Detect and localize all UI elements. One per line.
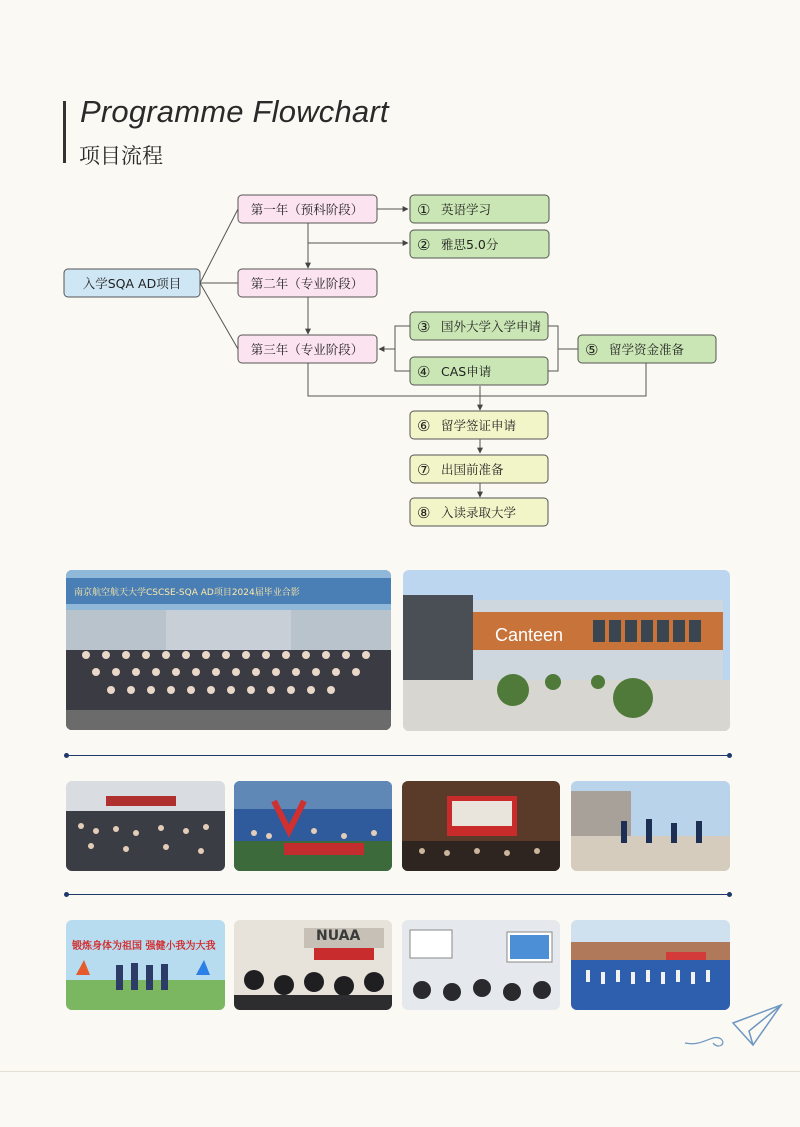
sports-day-photo (66, 920, 225, 1010)
basketball-photo (571, 781, 730, 871)
step-num-1: ① (417, 201, 431, 219)
nuaa-sign-text: NUAA (316, 928, 361, 944)
photo-divider-2 (66, 894, 730, 895)
step-label-3: 国外大学入学申请 (441, 319, 542, 334)
photo-divider-1 (66, 755, 730, 756)
auditorium-photo (66, 781, 225, 871)
stage-label-3: 第三年（专业阶段） (250, 342, 364, 357)
step-label-2: 雅思5.0分 (441, 237, 499, 252)
step-label-1: 英语学习 (441, 202, 492, 217)
step-label-8: 入读录取大学 (441, 505, 517, 520)
root-label: 入学SQA AD项目 (82, 276, 182, 291)
parade-photo (571, 920, 730, 1010)
footer-line (0, 1071, 800, 1072)
step-label-4: CAS申请 (441, 364, 492, 379)
divider-dot-right-2 (727, 892, 732, 897)
page-title-chinese: 项目流程 (79, 144, 163, 168)
page-title-english: Programme Flowchart (80, 94, 389, 129)
step-label-7: 出国前准备 (441, 462, 504, 477)
canteen-photo (403, 570, 730, 731)
stage-label-2: 第二年（专业阶段） (250, 276, 364, 291)
step-num-3: ③ (417, 318, 431, 336)
step-num-4: ④ (417, 363, 431, 381)
step-num-5: ⑤ (585, 341, 599, 359)
step-num-8: ⑧ (417, 504, 431, 522)
step-num-6: ⑥ (417, 417, 431, 435)
divider-dot-left (64, 753, 69, 758)
divider-dot-left-2 (64, 892, 69, 897)
nuaa-students-photo (234, 920, 392, 1010)
sports-banner-text: 锻炼身体为祖国 强健小我为大我 (72, 941, 216, 952)
divider-dot-right (727, 753, 732, 758)
step-label-6: 留学签证申请 (441, 418, 517, 433)
graduation-photo (66, 570, 391, 730)
step-num-2: ② (417, 236, 431, 254)
stadium-group-photo (234, 781, 392, 871)
paper-plane-icon (683, 1003, 783, 1053)
graduation-banner-text: 南京航空航天大学CSCSE-SQA AD项目2024届毕业合影 (74, 588, 300, 598)
canteen-sign-text: Canteen (495, 625, 564, 645)
programme-flowchart (0, 0, 800, 540)
step-num-7: ⑦ (417, 461, 431, 479)
classroom-photo (402, 920, 560, 1010)
stage-label-1: 第一年（预科阶段） (250, 202, 364, 217)
lecture-hall-photo (402, 781, 560, 871)
step-label-5: 留学资金准备 (609, 342, 685, 357)
